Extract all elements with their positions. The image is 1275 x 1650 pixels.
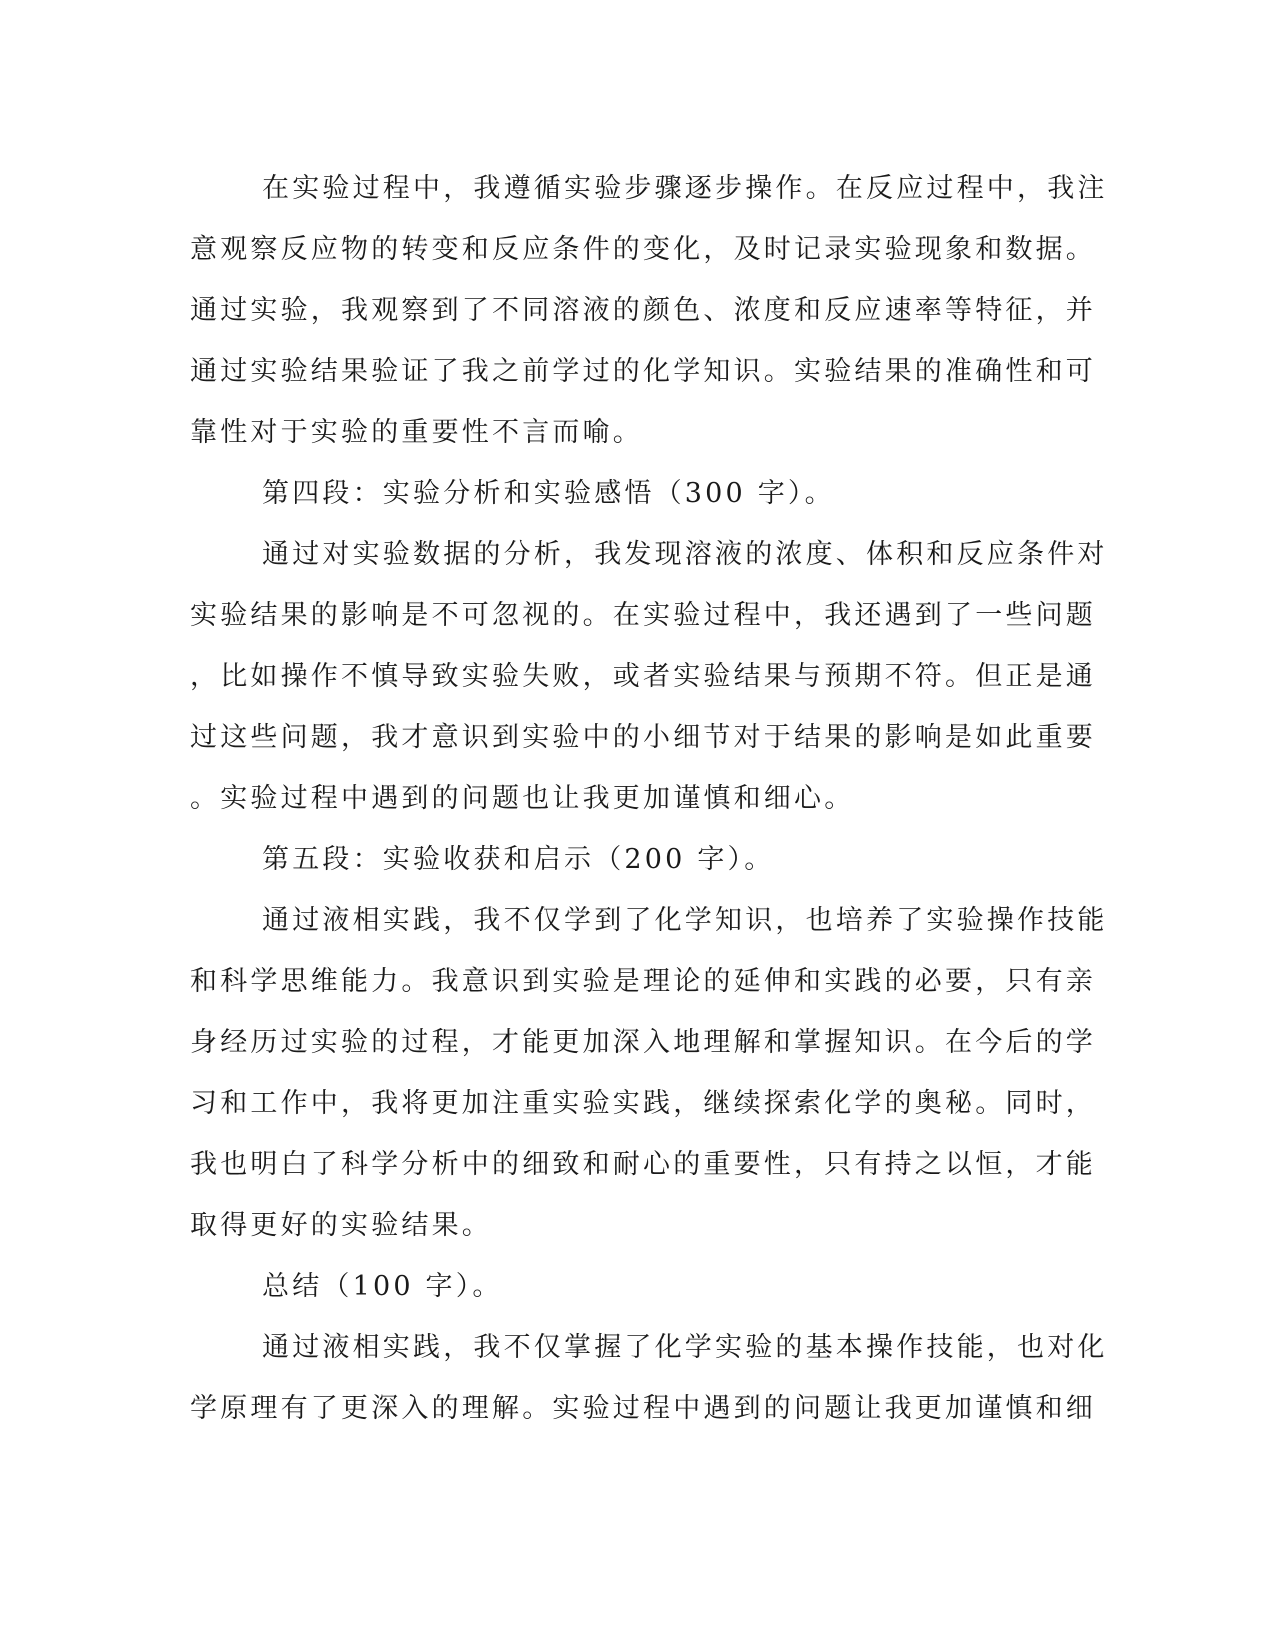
paragraph-line: 在实验过程中，我遵循实验步骤逐步操作。在反应过程中，我注 — [262, 173, 1108, 204]
paragraph-line: 实验结果的影响是不可忽视的。在实验过程中，我还遇到了一些问题 — [190, 600, 1096, 631]
paragraph-line: 习和工作中，我将更加注重实验实践，继续探索化学的奥秘。同时， — [190, 1088, 1096, 1119]
paragraph-line: 学原理有了更深入的理解。实验过程中遇到的问题让我更加谨慎和细 — [190, 1393, 1096, 1424]
section-heading-5: 第五段：实验收获和启示（200 字）。 — [262, 844, 775, 875]
paragraph-line: 取得更好的实验结果。 — [190, 1210, 492, 1241]
paragraph-line: 身经历过实验的过程，才能更加深入地理解和掌握知识。在今后的学 — [190, 1027, 1096, 1058]
paragraph-line: 过这些问题，我才意识到实验中的小细节对于结果的影响是如此重要 — [190, 722, 1096, 753]
paragraph-line: 通过液相实践，我不仅学到了化学知识，也培养了实验操作技能 — [262, 905, 1108, 936]
section-heading-summary: 总结（100 字）。 — [262, 1271, 503, 1302]
section-heading-4: 第四段：实验分析和实验感悟（300 字）。 — [262, 478, 835, 509]
paragraph-line: 。实验过程中遇到的问题也让我更加谨慎和细心。 — [190, 783, 855, 814]
paragraph-line: 靠性对于实验的重要性不言而喻。 — [190, 417, 643, 448]
paragraph-line: 通过对实验数据的分析，我发现溶液的浓度、体积和反应条件对 — [262, 539, 1108, 570]
document-body — [190, 158, 1108, 1439]
paragraph-line: 通过液相实践，我不仅掌握了化学实验的基本操作技能，也对化 — [262, 1332, 1108, 1363]
paragraph-line: 通过实验，我观察到了不同溶液的颜色、浓度和反应速率等特征，并 — [190, 295, 1096, 326]
paragraph-line: 意观察反应物的转变和反应条件的变化，及时记录实验现象和数据。 — [190, 234, 1096, 265]
paragraph-line: ，比如操作不慎导致实验失败，或者实验结果与预期不符。但正是通 — [190, 661, 1096, 692]
paragraph-line: 通过实验结果验证了我之前学过的化学知识。实验结果的准确性和可 — [190, 356, 1096, 387]
paragraph-line: 和科学思维能力。我意识到实验是理论的延伸和实践的必要，只有亲 — [190, 966, 1096, 997]
paragraph-line: 我也明白了科学分析中的细致和耐心的重要性，只有持之以恒，才能 — [190, 1149, 1096, 1180]
